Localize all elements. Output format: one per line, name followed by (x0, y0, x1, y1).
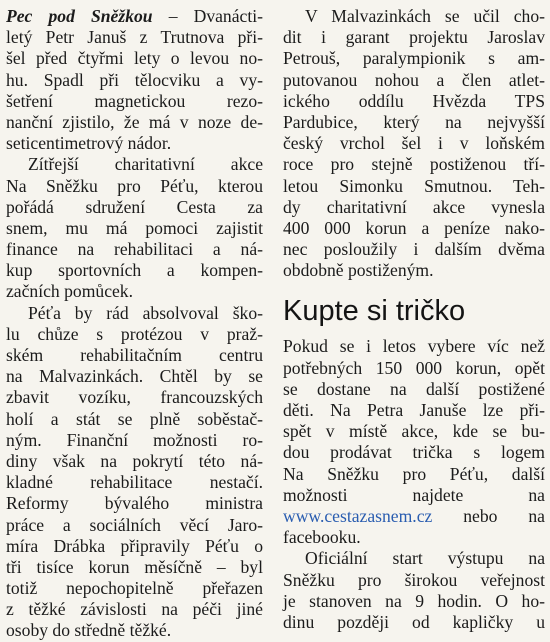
body-line: totiž nepochopitelně přeřazen (6, 578, 263, 599)
body-line: Na Sněžku pro Péťu, další (283, 463, 545, 484)
body-line: děti. Na Petra Januše lze při- (283, 400, 545, 420)
body-line: potřebných 150 000 korun, opět (283, 357, 545, 378)
body-line: hu. Spadl při tělocviku a vy- (6, 69, 263, 90)
body-line: kup sportovních a kompen- (6, 260, 263, 281)
body-line: nanční zjistilo, že má v noze de- (6, 111, 263, 132)
body-line: dit i garant projektu Jaroslav (283, 27, 545, 48)
left-column (6, 6, 263, 642)
body-line: míra Drábka připravily Péťu o (6, 535, 263, 556)
body-line: holí a stát se plně soběstač- (6, 408, 263, 429)
body-line: ným. Finanční možnosti ro- (6, 429, 263, 450)
body-line: pořádá sdružení Cesta za (6, 196, 263, 217)
body-line: šel před čtyřmi lety o levou no- (6, 48, 263, 69)
section-heading: Kupte si tričko (283, 295, 466, 328)
body-line: finance na rehabilitaci a ná- (6, 239, 263, 260)
body-line: nec posloužily i dalším dvěma (283, 239, 545, 260)
body-line: Oficiální start výstupu na (305, 548, 545, 569)
body-line: letý Petr Januš z Trutnova při- (6, 27, 263, 48)
body-line: z těžké závislosti na péči jiné (6, 599, 263, 620)
body-line: Péťa by rád absolvoval ško- (28, 302, 263, 323)
body-line: zbavit vozíku, francouzských (6, 387, 263, 408)
link-line (283, 506, 545, 527)
body-line: snem, mu má pomoci zajistit (6, 217, 263, 238)
body-line: Pardubice, který na nejvyšší (283, 111, 545, 132)
body-line: dinu později od kapličky u (283, 611, 545, 632)
body-line: kladné rehabilitace nestačí. (6, 472, 263, 493)
body-line: Pokud se i letos vybere víc než (283, 336, 545, 357)
body-line: ického oddílu Hvězda TPS (283, 90, 545, 111)
link-line-rest: nebo na (432, 505, 545, 526)
body-line: lu chůze s protézou v praž- (6, 323, 263, 344)
body-line: Zítřejší charitativní akce (28, 154, 263, 175)
body-line: práce a sociálních věcí Jaro- (6, 514, 263, 535)
body-line: Na Sněžku pro Péťu, kterou (6, 175, 263, 196)
body-line: Reformy bývalého ministra (6, 493, 263, 514)
dateline: Pec pod Sněžkou (6, 6, 153, 26)
body-line: 400 000 korun a peníze nako- (283, 217, 545, 238)
body-line: začních pomůcek. (6, 281, 134, 302)
body-line: ském rehabilitačním centru (6, 345, 263, 365)
lead-line (6, 6, 263, 27)
body-line: možnosti najdete na (283, 484, 545, 505)
body-line: šetření magnetickou rezo- (6, 90, 263, 111)
body-line: tři tisíce korun měsíčně – byl (6, 556, 263, 577)
body-line: diny však na pokrytí této ná- (6, 450, 263, 471)
body-line: dou prodávat trička s logem (283, 442, 545, 463)
right-column (283, 6, 545, 633)
body-line: putovanou nohou a člen atlet- (283, 69, 545, 90)
body-line: Petrouš, paralympionik s am- (283, 48, 545, 69)
body-line: spět v místě akce, kde se bu- (283, 421, 545, 442)
lead-line-rest: – Dvanácti- (152, 6, 263, 26)
body-line: letou Simonku Smutnou. Teh- (283, 175, 545, 196)
body-line: český vrchol šel i v loňském (283, 133, 545, 154)
body-line: je stanoven na 9 hodin. O ho- (283, 590, 545, 611)
body-line: Sněžku pro širokou veřejnost (283, 569, 545, 590)
body-line: osoby do středně těžké. (6, 620, 172, 641)
body-line: facebooku. (283, 527, 361, 548)
body-line: obdobně postiženým. (283, 260, 434, 281)
body-line: na Malvazinkách. Chtěl by se (6, 366, 263, 387)
body-line: seticentimetrový nádor. (6, 133, 172, 154)
body-line: roce pro stejně postiženou tří- (283, 154, 545, 175)
body-line: V Malvazinkách se učil cho- (305, 6, 545, 26)
body-line: dy charitativní akce vynesla (283, 196, 545, 217)
body-line: se dostane na další postižené (283, 378, 545, 399)
website-link[interactable]: www.cestazasnem.cz (283, 505, 433, 526)
